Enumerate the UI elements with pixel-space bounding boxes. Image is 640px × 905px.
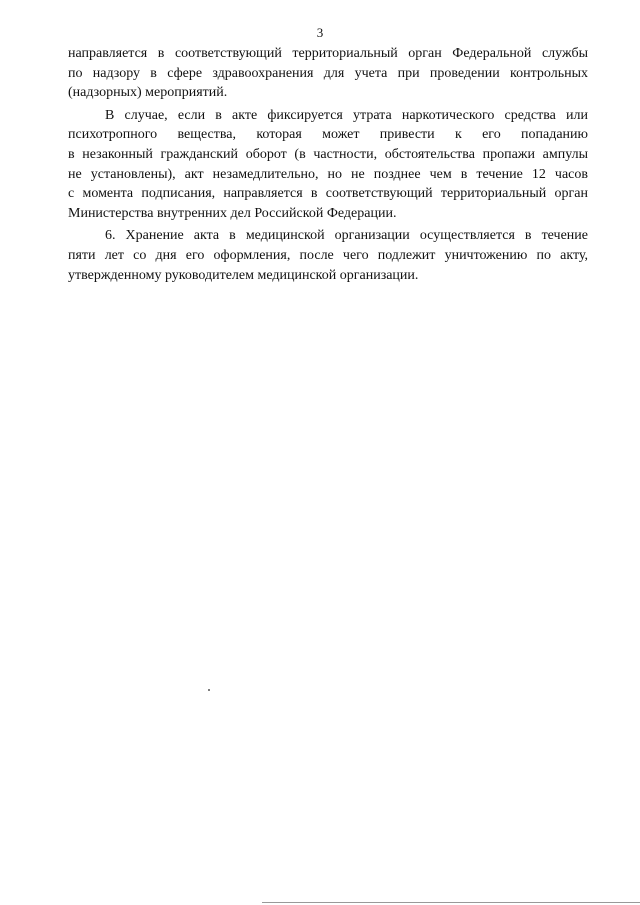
paragraph-line: пяти лет со дня его оформления, после чего подлежит уничтожению по акту, [68, 247, 588, 263]
paragraph-1 [68, 44, 588, 103]
paragraph-line: психотропного вещества, которая может привести к его попаданию [68, 127, 588, 143]
paragraph-2 [68, 106, 588, 224]
paragraph-line: по надзору в сфере здравоохранения для учета при проведении контрольных [68, 65, 588, 81]
paragraph-line: Министерства внутренних дел Российской Федерации. [68, 205, 397, 221]
paragraph-line: направляется в соответствующий территориальный орган Федеральной службы [68, 46, 588, 61]
page-number: 3 [316, 25, 324, 40]
document-body [68, 44, 588, 285]
paragraph-line: (надзорных) мероприятий. [68, 85, 228, 101]
paragraph-line: в незаконный гражданский оборот (в частности, обстоятельства пропажи ампулы [68, 146, 588, 162]
paragraph-3 [68, 226, 588, 285]
paragraph-line: 6. Хранение акта в медицинской организации осуществляется в течение [105, 228, 588, 244]
scan-speck [208, 689, 210, 691]
paragraph-line: с момента подписания, направляется в соответствующий территориальный орган [68, 186, 588, 202]
paragraph-line: В случае, если в акте фиксируется утрата наркотического средства или [105, 107, 588, 123]
paragraph-line: утвержденному руководителем медицинской организации. [68, 267, 419, 283]
paragraph-line: не установлены), акт незамедлительно, но не позднее чем в течение 12 часов [68, 166, 588, 182]
scan-edge-line [262, 902, 640, 903]
